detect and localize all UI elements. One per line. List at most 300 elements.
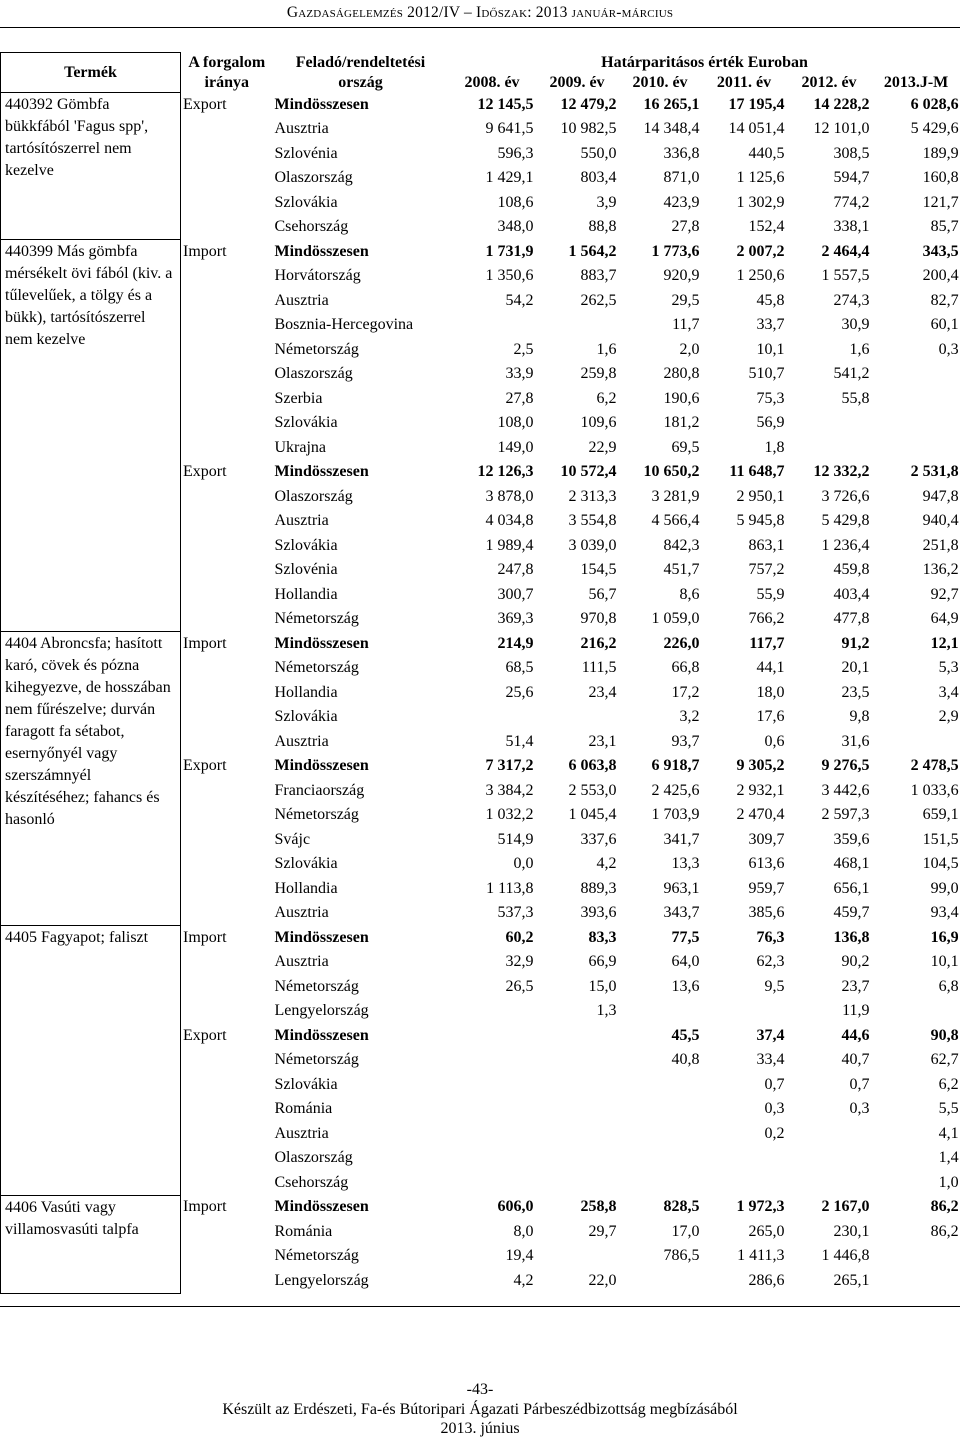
value-cell: 280,8 [663,365,700,382]
value-cell [449,1048,536,1073]
country-cell: Szlovákia [274,1075,338,1093]
flow-cell [181,558,273,583]
flow-cell [181,289,273,314]
country-cell: Szlovákia [274,193,338,211]
value-cell: 541,2 [833,365,870,382]
value-cell: 20,1 [841,659,870,676]
value-cell: 93,4 [930,904,959,921]
value-cell: 151,5 [922,830,959,848]
flow-cell: Export [183,463,227,480]
flow-cell [181,215,273,240]
country-cell: Ausztria [274,904,329,921]
col-header-year: 2009. év [549,73,605,91]
value-cell [619,1122,702,1147]
value-cell: 0,3 [849,1100,870,1117]
value-cell: 4,2 [513,1271,534,1289]
value-cell: 23,5 [841,683,870,701]
value-cell: 336,8 [663,144,700,162]
value-cell: 76,3 [756,928,785,946]
value-cell: 0,6 [764,732,785,750]
product-cell: 4406 Vasúti vagy villamosvasúti talpfa [1,1195,181,1293]
value-cell: 1 773,6 [651,242,700,260]
value-cell [619,1073,702,1098]
value-cell: 5 429,8 [821,512,870,529]
value-cell: 12 101,0 [813,120,870,137]
value-cell: 2 932,1 [736,781,785,799]
value-cell: 963,1 [663,879,700,897]
value-cell: 33,4 [756,1051,785,1068]
value-cell: 104,5 [922,855,959,872]
value-cell: 11 648,7 [729,463,785,480]
value-cell: 6 918,7 [651,757,700,774]
value-cell: 656,1 [833,879,870,897]
value-cell: 2,5 [513,340,534,358]
value-cell [619,999,702,1024]
value-cell: 842,3 [663,536,700,554]
value-cell: 64,0 [671,953,700,970]
value-cell: 83,3 [588,928,617,946]
flow-cell [181,583,273,608]
country-cell: Németország [274,610,359,627]
value-cell [619,1171,702,1196]
value-cell: 17,2 [671,683,700,701]
value-cell: 62,7 [930,1051,959,1068]
flow-cell [181,803,273,828]
value-cell: 1 411,3 [737,1247,785,1264]
col-header-year: 2012. év [801,73,857,91]
flow-cell [181,730,273,755]
country-cell: Hollandia [274,879,338,897]
value-cell: 459,7 [833,904,870,921]
value-cell: 6,2 [938,1075,959,1093]
value-cell: 343,7 [663,904,700,921]
value-cell: 13,6 [671,977,700,995]
country-cell: Ausztria [274,953,329,970]
value-cell: 2 597,3 [821,806,870,823]
country-cell: Bosznia-Hercegovina [274,316,414,333]
flow-cell [181,607,273,632]
value-cell: 14 348,4 [643,120,700,137]
flow-cell [181,681,273,706]
flow-cell [181,1220,273,1245]
country-cell: Szerbia [274,389,323,407]
value-cell: 920,9 [663,267,700,284]
value-cell: 10 572,4 [560,463,617,480]
value-cell [787,1171,872,1196]
value-cell: 308,5 [833,144,870,162]
value-cell: 32,9 [505,953,534,970]
country-cell: Olaszország [274,365,353,382]
flow-cell [181,387,273,412]
value-cell [536,705,619,730]
value-cell: 12,1 [930,634,959,652]
col-header-year: 2013.J-M [883,73,949,91]
value-cell: 1,6 [849,340,870,358]
value-cell: 230,1 [833,1222,870,1240]
value-cell: 99,0 [930,879,959,897]
value-cell: 0,3 [938,340,959,358]
footer-line-2: 2013. június [440,1420,520,1437]
value-cell: 863,1 [748,536,785,554]
value-cell: 348,0 [497,218,534,235]
value-cell: 537,3 [497,904,534,921]
footer-line-1: Készült az Erdészeti, Fa-és Bútoripari Ágazati Párbeszédbizottság megbízásából [222,1401,738,1418]
flow-cell [181,166,273,191]
value-cell: 54,2 [505,291,534,309]
country-cell: Hollandia [274,683,338,701]
value-cell: 60,1 [930,316,959,333]
value-cell: 1 059,0 [651,610,700,627]
value-cell: 44,1 [756,659,785,676]
flow-cell [181,1269,273,1294]
value-cell: 613,6 [748,855,785,872]
value-cell: 27,8 [671,218,700,235]
value-cell: 9 305,2 [736,757,785,774]
value-cell: 64,9 [930,610,959,627]
value-cell: 7 317,2 [485,757,534,774]
flow-cell [181,656,273,681]
product-cell: 440399 Más gömbfa mérsékelt övi fából (kiv. a tűlevelűek, a tölgy és a bükk), tartósítószerrel nem kezelve [1,240,181,632]
value-cell: 3,4 [938,683,959,701]
flow-cell [181,999,273,1024]
value-cell: 117,7 [749,634,785,652]
value-cell: 0,7 [764,1075,785,1093]
value-cell: 889,3 [580,879,617,897]
value-cell: 93,7 [671,732,700,750]
value-cell: 33,7 [756,316,785,333]
value-cell: 33,9 [505,365,534,382]
value-cell: 514,9 [497,830,534,848]
value-cell: 940,4 [922,512,959,529]
value-cell [619,1146,702,1171]
table-row-total [1,1195,960,1220]
value-cell: 1 125,6 [736,169,785,186]
value-cell: 6 063,8 [568,757,617,774]
value-cell: 181,2 [663,414,700,431]
value-cell: 6 028,6 [910,95,959,113]
value-cell [872,730,960,755]
flow-cell [181,1073,273,1098]
value-cell: 77,5 [671,928,700,946]
value-cell: 247,8 [497,561,534,578]
country-cell: Olaszország [274,487,353,505]
value-cell: 216,2 [580,634,617,652]
value-cell: 31,6 [841,732,870,750]
flow-cell: Import [183,1198,227,1215]
country-cell: Németország [274,1051,359,1068]
value-cell [872,1244,960,1269]
value-cell: 3 442,6 [821,781,870,799]
value-cell: 1 564,2 [568,242,617,260]
value-cell: 16,9 [930,928,959,946]
value-cell: 3 281,9 [651,487,700,505]
country-cell: Mindösszesen [274,242,369,260]
header-row-1 [1,53,960,73]
value-cell: 258,8 [580,1198,617,1215]
value-cell: 85,7 [930,218,959,235]
col-header-country-1: Feladó/rendeltetési [295,53,426,71]
value-cell: 8,6 [679,585,700,603]
flow-cell [181,950,273,975]
flow-cell [181,485,273,510]
value-cell: 68,5 [505,659,534,676]
flow-cell [181,779,273,804]
value-cell: 27,8 [505,389,534,407]
value-cell: 459,8 [833,561,870,578]
value-cell: 55,8 [841,389,870,407]
value-cell: 300,7 [497,585,534,603]
value-cell [449,1024,536,1049]
running-header: Gazdaságelemzés 2012/IV – Időszak: 2013 január-március [286,4,674,21]
value-cell [536,313,619,338]
country-cell: Csehország [274,1173,349,1191]
value-cell: 88,8 [588,218,617,235]
value-cell: 1 989,4 [485,536,534,554]
value-cell: 75,3 [756,389,785,407]
value-cell: 23,4 [588,683,617,701]
value-cell [536,1122,619,1147]
value-cell: 0,2 [764,1124,785,1142]
value-cell: 9,5 [764,977,785,995]
value-cell [872,411,960,436]
value-cell [536,1048,619,1073]
value-cell [449,1097,536,1122]
value-cell: 51,4 [505,732,534,750]
country-cell: Németország [274,340,359,358]
value-cell: 149,0 [497,438,534,456]
value-cell [702,999,787,1024]
col-header-year: 2010. év [632,73,688,91]
country-cell: Szlovákia [274,855,338,872]
value-cell: 37,4 [756,1026,785,1044]
col-header-year: 2008. év [464,73,520,91]
value-cell [787,1122,872,1147]
value-cell: 1 429,1 [485,169,534,186]
country-cell: Németország [274,659,359,676]
flow-cell [181,828,273,853]
value-cell: 11,7 [672,316,700,333]
value-cell: 3 726,6 [821,487,870,505]
value-cell: 12 332,2 [813,463,870,480]
value-cell: 56,7 [588,585,617,603]
value-cell: 337,6 [580,830,617,848]
value-cell: 1,4 [938,1149,959,1166]
value-cell: 111,5 [581,659,617,676]
value-cell: 883,7 [580,267,617,284]
value-cell: 18,0 [756,683,785,701]
value-cell: 190,6 [663,389,700,407]
value-cell: 29,7 [588,1222,617,1240]
value-cell: 2 167,0 [821,1198,870,1215]
value-cell: 17,6 [756,708,785,725]
col-header-country-2: ország [338,73,383,91]
bottom-rule [0,1306,960,1307]
flow-cell [181,411,273,436]
value-cell: 25,6 [505,683,534,701]
flow-cell [181,1146,273,1171]
flow-cell [181,117,273,142]
value-cell: 251,8 [922,536,959,554]
value-cell: 200,4 [922,267,959,284]
value-cell: 30,9 [841,316,870,333]
value-cell: 4,2 [596,855,617,872]
value-cell: 5 429,6 [910,120,959,137]
value-cell: 10 650,2 [643,463,700,480]
country-cell: Szlovákia [274,536,338,554]
value-cell: 13,3 [671,855,700,872]
header-rule [0,27,960,28]
country-cell: Csehország [274,218,349,235]
country-cell: Hollandia [274,585,338,603]
country-cell: Szlovákia [274,708,338,725]
value-cell: 286,6 [748,1271,785,1289]
table-body [1,93,960,1294]
value-cell: 970,8 [580,610,617,627]
value-cell: 12 479,2 [560,95,617,113]
value-cell: 29,5 [671,291,700,309]
value-cell [449,1146,536,1171]
value-cell: 60,2 [505,928,534,946]
flow-cell [181,338,273,363]
value-cell: 596,3 [497,144,534,162]
value-cell: 0,3 [764,1100,785,1117]
value-cell: 959,7 [748,879,785,897]
country-cell: Németország [274,977,359,995]
country-cell: Románia [274,1100,333,1117]
value-cell: 309,7 [748,830,785,848]
value-cell: 90,8 [930,1026,959,1044]
value-cell: 828,5 [663,1198,700,1215]
value-cell [536,1024,619,1049]
col-header-product: Termék [1,53,181,93]
value-cell [619,1269,702,1294]
flow-cell [181,901,273,926]
value-cell: 2 464,4 [821,242,870,260]
flow-cell [181,1171,273,1196]
value-cell: 16 265,1 [643,95,700,113]
country-cell: Svájc [274,830,311,848]
value-cell: 1 731,9 [485,242,534,260]
value-cell: 91,2 [841,634,870,652]
value-cell: 1,8 [764,438,785,456]
value-cell: 9 276,5 [821,757,870,774]
value-cell: 369,3 [497,610,534,627]
value-cell: 17 195,4 [728,95,785,113]
value-cell: 10 982,5 [560,120,617,137]
value-cell: 550,0 [580,144,617,162]
value-cell [449,999,536,1024]
value-cell: 259,8 [580,365,617,382]
value-cell: 189,9 [922,144,959,162]
value-cell: 10,1 [930,953,959,970]
value-cell: 1 350,6 [485,267,534,284]
value-cell: 265,1 [833,1271,870,1289]
value-cell [536,1244,619,1269]
country-cell: Horvátország [274,267,361,284]
country-cell: Mindösszesen [274,757,369,774]
value-cell: 3 039,0 [568,536,617,554]
value-cell: 45,8 [756,291,785,309]
value-cell: 152,4 [748,218,785,235]
country-cell: Szlovénia [274,561,338,578]
value-cell [536,1097,619,1122]
value-cell: 4 566,4 [651,512,700,529]
value-cell: 3 554,8 [568,512,617,529]
value-cell [449,1122,536,1147]
value-cell: 40,7 [841,1051,870,1068]
country-cell: Mindösszesen [274,463,369,480]
flow-cell: Export [183,1026,227,1044]
value-cell: 338,1 [833,218,870,235]
value-cell: 12 126,3 [477,463,534,480]
value-cell: 5,3 [938,659,959,676]
country-cell: Ausztria [274,732,329,750]
value-cell [449,705,536,730]
value-cell: 1 032,2 [485,806,534,823]
value-cell: 774,2 [833,193,870,211]
flow-cell [181,436,273,461]
value-cell: 4,1 [938,1124,959,1142]
value-cell: 160,8 [922,169,959,186]
value-cell: 393,6 [580,904,617,921]
value-cell: 871,0 [663,169,700,186]
value-cell: 468,1 [833,855,870,872]
value-cell [702,1171,787,1196]
value-cell: 26,5 [505,977,534,995]
value-cell: 214,9 [497,634,534,652]
value-cell: 803,4 [580,169,617,186]
value-cell [619,1097,702,1122]
value-cell: 5,5 [938,1100,959,1117]
value-cell: 1,6 [596,340,617,358]
value-cell: 2 470,4 [736,806,785,823]
value-cell: 757,2 [748,561,785,578]
value-cell: 154,5 [580,561,617,578]
value-cell: 477,8 [833,610,870,627]
value-cell: 44,6 [841,1026,870,1044]
page-number: -43- [466,1381,494,1398]
value-cell: 136,2 [922,561,959,578]
value-cell: 14 228,2 [813,95,870,113]
country-cell: Szlovákia [274,414,338,431]
value-cell: 385,6 [748,904,785,921]
country-cell: Mindösszesen [274,634,369,652]
value-cell: 341,7 [663,830,700,848]
value-cell: 0,0 [513,855,534,872]
value-cell: 606,0 [497,1198,534,1215]
value-cell: 92,7 [930,585,959,603]
value-cell: 1 045,4 [568,806,617,823]
value-cell: 56,9 [756,414,785,431]
value-cell: 6,2 [596,389,617,407]
value-cell: 2 478,5 [910,757,959,774]
flow-cell [181,362,273,387]
value-cell: 226,0 [663,634,700,652]
value-cell: 510,7 [748,365,785,382]
value-cell: 121,7 [922,193,959,211]
value-cell: 947,8 [922,487,959,505]
value-cell: 136,8 [833,928,870,946]
value-cell: 5 945,8 [736,512,785,529]
col-header-value-group: Határparitásos érték Euroban [601,53,808,71]
value-cell: 1 446,8 [821,1247,870,1264]
value-cell [449,1171,536,1196]
flow-cell: Import [183,634,227,652]
value-cell [702,1146,787,1171]
value-cell: 1 972,3 [736,1198,785,1215]
flow-cell: Import [183,242,227,260]
country-cell: Mindösszesen [274,1026,369,1044]
